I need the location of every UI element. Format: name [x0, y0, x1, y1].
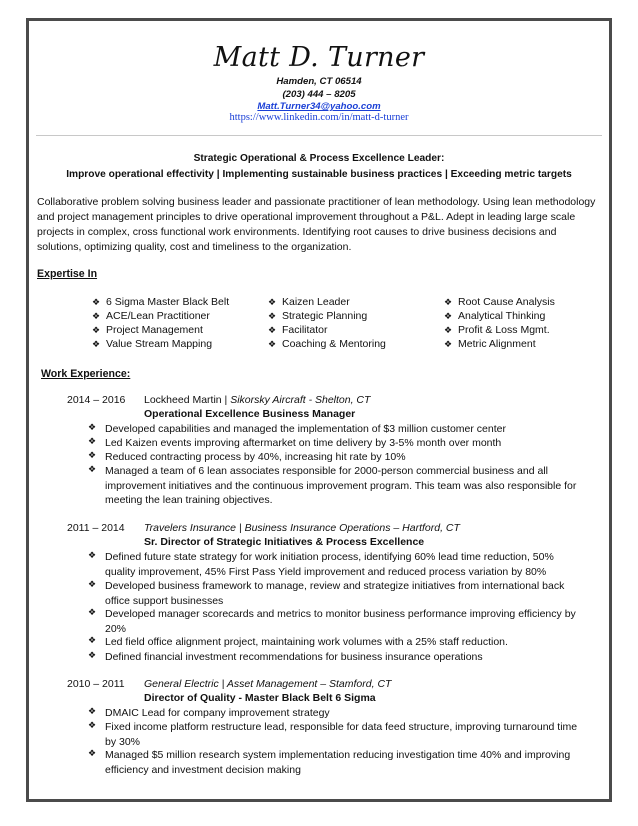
- job-bullet: Defined financial investment recommendations for business insurance operations: [105, 651, 483, 663]
- phone: (203) 444 – 8205: [282, 89, 356, 100]
- bullet-icon: ❖: [268, 339, 277, 349]
- bullet-icon: ❖: [88, 650, 97, 660]
- bullet-icon: ❖: [88, 706, 97, 716]
- expertise-item: [268, 338, 386, 350]
- expertise-label: Analytical Thinking: [458, 310, 546, 322]
- expertise-label: 6 Sigma Master Black Belt: [106, 296, 230, 308]
- expertise-item: [92, 338, 212, 350]
- job-bullet: Fixed income platform restructure lead, responsible for data feed structure, improving turnaround time by 30%: [105, 721, 578, 748]
- expertise-label: Root Cause Analysis: [458, 296, 555, 308]
- expertise-item: [444, 338, 536, 350]
- job-employer: Travelers Insurance | Business Insurance Operations – Hartford, CT: [144, 522, 460, 534]
- job-bullet: Defined future state strategy for work initiation process, identifying 60% lead time reduction, 50% quality improvement, 45% First Pass Yield improvement and reduced process variation by 80%: [105, 551, 554, 578]
- bullet-icon: ❖: [444, 339, 453, 349]
- job-years: 2010 – 2011: [67, 678, 125, 690]
- expertise-item: [268, 324, 328, 336]
- bullet-icon: ❖: [88, 450, 97, 460]
- email-text[interactable]: Matt.Turner34@yahoo.com: [257, 101, 381, 112]
- bullet-icon: ❖: [444, 311, 453, 321]
- job-bullet: Led field office alignment project, maintaining work volumes with a 25% staff reduction.: [105, 636, 508, 648]
- bullet-icon: ❖: [92, 325, 101, 335]
- job-bullet: Led Kaizen events improving aftermarket on time delivery by 3-5% month over month: [105, 437, 502, 449]
- job-bullet: Managed $5 million research system implementation reducing investigation time 40% and improving efficiency and investment decision making: [105, 749, 571, 776]
- expertise-item: [444, 310, 545, 322]
- job-years: 2014 – 2016: [67, 394, 126, 406]
- expertise-item: [92, 296, 229, 308]
- expertise-item: [268, 296, 350, 308]
- bullet-icon: ❖: [88, 422, 97, 432]
- job-employer: General Electric | Asset Management – Stamford, CT: [144, 678, 392, 690]
- headline-title: Strategic Operational & Process Excellence Leader:: [193, 153, 445, 164]
- expertise-item: [444, 296, 555, 308]
- expertise-label: Facilitator: [282, 324, 328, 336]
- header-divider: [36, 135, 602, 136]
- expertise-label: Value Stream Mapping: [106, 338, 213, 350]
- bullet-icon: ❖: [268, 325, 277, 335]
- job-bullet: Managed a team of 6 lean associates responsible for 2000-person commercial business and all improvement initiatives and the continuous improvement program. This team was also responsible for meeting the lean training objectives.: [105, 465, 577, 506]
- job-bullet: DMAIC Lead for company improvement strategy: [105, 707, 330, 719]
- expertise-label: Profit & Loss Mgmt.: [458, 324, 550, 336]
- expertise-item: [444, 324, 550, 336]
- bullet-icon: ❖: [88, 579, 97, 589]
- bullet-icon: ❖: [444, 325, 453, 335]
- expertise-label: Project Management: [106, 324, 203, 336]
- candidate-name: Matt D. Turner: [213, 42, 425, 73]
- expertise-item: [92, 324, 203, 336]
- job-employer: Lockheed Martin | Sikorsky Aircraft - Shelton, CT: [144, 394, 371, 406]
- email-link[interactable]: [0, 101, 638, 112]
- work-experience-heading: Work Experience:: [41, 368, 131, 380]
- job-title: Operational Excellence Business Manager: [144, 408, 356, 420]
- bullet-icon: ❖: [88, 607, 97, 617]
- expertise-label: Coaching & Mentoring: [282, 338, 386, 350]
- expertise-label: ACE/Lean Practitioner: [106, 310, 210, 322]
- job-bullet: Developed manager scorecards and metrics to monitor business performance improving efficiency by 20%: [105, 608, 576, 635]
- linkedin-link[interactable]: https://www.linkedin.com/in/matt-d-turner: [229, 112, 409, 123]
- bullet-icon: ❖: [88, 748, 97, 758]
- job-title: Director of Quality - Master Black Belt 6 Sigma: [144, 692, 376, 704]
- bullet-icon: ❖: [88, 436, 97, 446]
- bullet-icon: ❖: [92, 297, 101, 307]
- expertise-heading: Expertise In: [37, 268, 98, 280]
- bullet-icon: ❖: [444, 297, 453, 307]
- job-bullet: Reduced contracting process by 40%, increasing hit rate by 10%: [105, 451, 406, 463]
- expertise-label: Kaizen Leader: [282, 296, 350, 308]
- expertise-item: [92, 310, 210, 322]
- bullet-icon: ❖: [268, 297, 277, 307]
- employer-company: Lockheed Martin: [144, 394, 222, 406]
- bullet-icon: ❖: [88, 635, 97, 645]
- job-bullet: Developed capabilities and managed the implementation of $3 million customer center: [105, 423, 506, 435]
- bullet-icon: ❖: [92, 311, 101, 321]
- location: Hamden, CT 06514: [276, 76, 362, 87]
- bullet-icon: ❖: [92, 339, 101, 349]
- headline-tagline: Improve operational effectivity | Implementing sustainable business practices | Exceeding metric targets: [66, 169, 572, 180]
- bullet-icon: ❖: [88, 464, 97, 474]
- expertise-item: [268, 310, 367, 322]
- bullet-icon: ❖: [268, 311, 277, 321]
- job-bullet: Developed business framework to manage, review and strategize initiatives from international back office support businesses: [105, 580, 565, 607]
- expertise-label: Metric Alignment: [458, 338, 536, 350]
- expertise-label: Strategic Planning: [282, 310, 368, 322]
- professional-summary: Collaborative problem solving business leader and passionate practitioner of lean methodology. Using lean methodology and project management principles to drive operational improvement throughout a P&L. Adept in leading large scale projects in complex, cross functional work environments. Identifying root causes to drive business decisions and solutions, optimizing quality, cost and timeliness to the organization.: [37, 196, 596, 253]
- job-years: 2011 – 2014: [67, 522, 125, 534]
- bullet-icon: ❖: [88, 720, 97, 730]
- bullet-icon: ❖: [88, 550, 97, 560]
- job-title: Sr. Director of Strategic Initiatives & Process Excellence: [144, 536, 425, 548]
- employer-division: Sikorsky Aircraft - Shelton, CT: [230, 394, 371, 406]
